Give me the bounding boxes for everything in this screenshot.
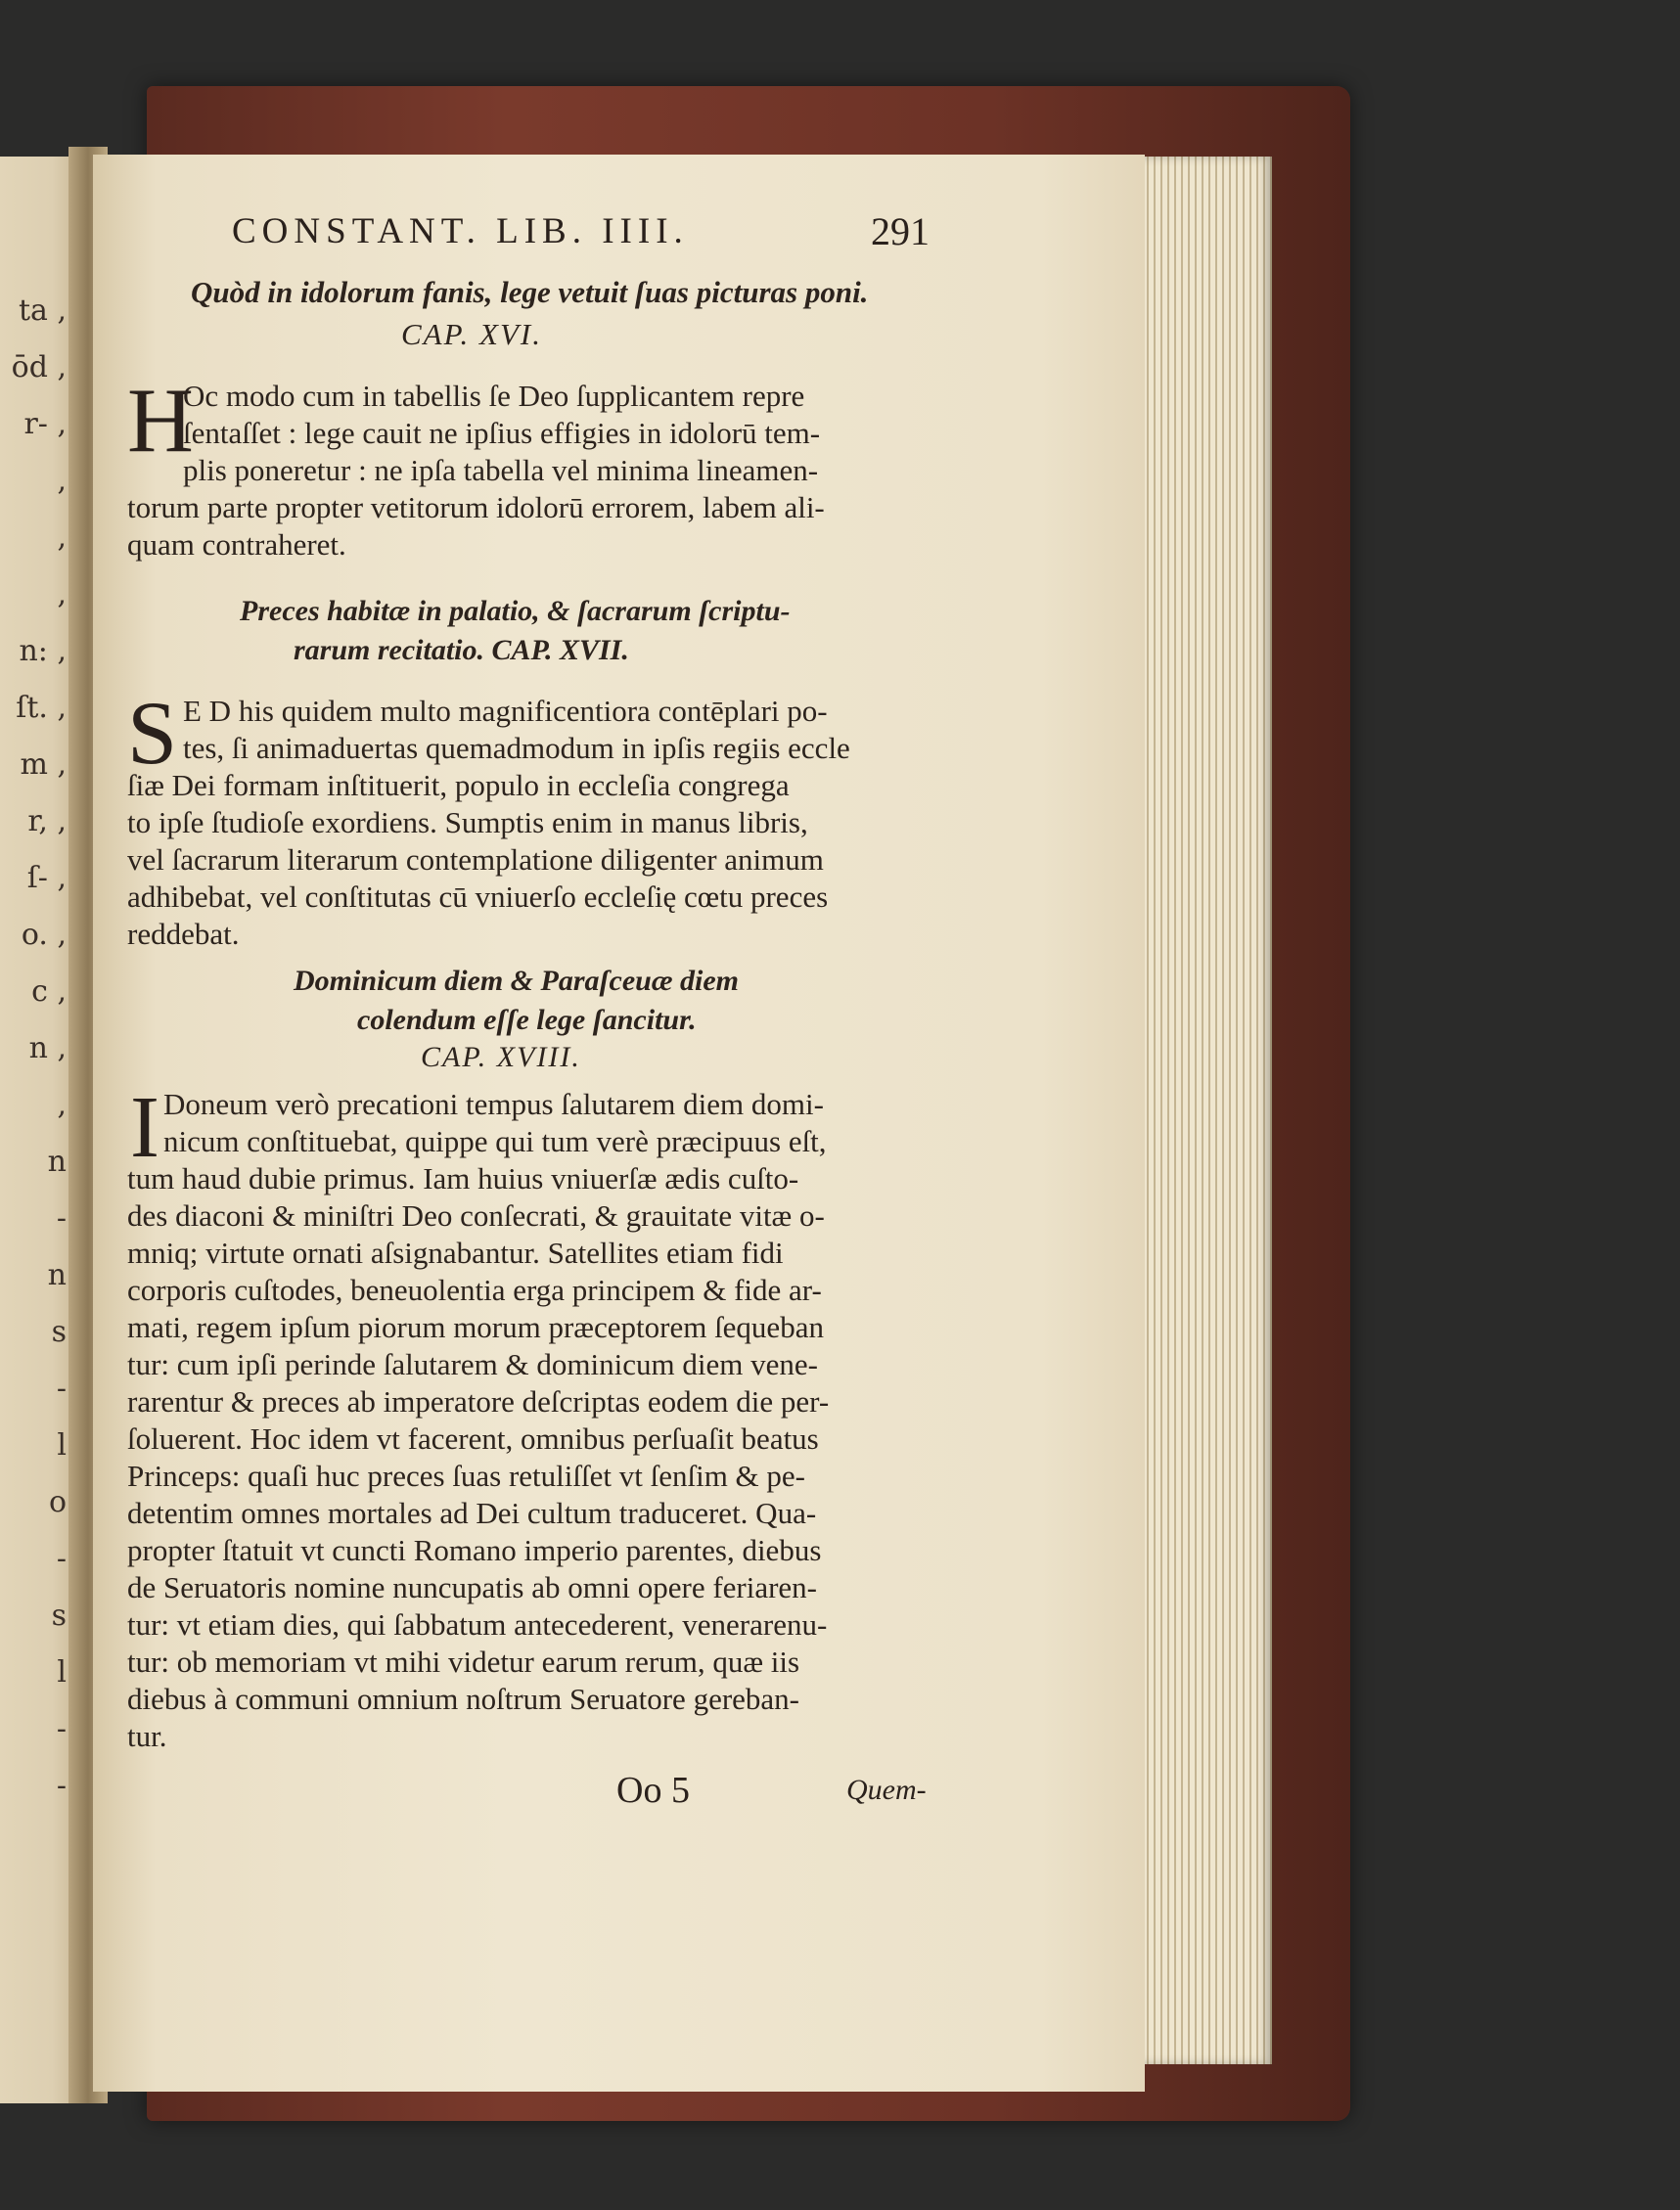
signature-mark: Oo 5 <box>616 1770 690 1811</box>
left-margin-fragment: m , <box>20 747 67 782</box>
chapter-18-title-2: colendum eſſe lege ſancitur. <box>357 1004 697 1036</box>
left-page-fragments <box>0 157 74 2103</box>
left-margin-fragment: ſ- , <box>26 861 67 895</box>
chapter-18-line: corporis cuſtodes, beneuolentia erga principem & fide ar- <box>127 1273 822 1307</box>
chapter-18-line: tur: cum ipſi perinde ſalutarem & dominicum diem vene- <box>127 1347 818 1381</box>
left-margin-fragment: l <box>57 1655 67 1690</box>
left-margin-fragment: , <box>57 520 67 555</box>
left-margin-fragment: , <box>57 464 67 498</box>
chapter-17-line: tes, ſi animaduertas quemadmodum in ipſis regiis eccle <box>183 731 850 765</box>
chapter-16-line: quam contraheret. <box>127 527 346 562</box>
left-margin-fragment: n , <box>28 1031 67 1065</box>
page-text <box>93 155 1145 2092</box>
left-margin-fragment: o <box>48 1485 67 1519</box>
left-margin-fragment: - <box>56 1542 67 1576</box>
left-margin-fragment: , <box>57 1088 67 1122</box>
chapter-18-line: mati, regem ipſum piorum morum præceptorem ſequeban <box>127 1310 824 1344</box>
chapter-17-line: E D his quidem multo magnificentiora contēplari po- <box>183 694 828 728</box>
chapter-18-line: tur. <box>127 1719 167 1753</box>
chapter-18-number: CAP. XVIII. <box>421 1041 581 1073</box>
chapter-16-line: Oc modo cum in tabellis ſe Deo ſupplicantem repre <box>183 379 805 413</box>
chapter-18-line: diebus à communi omnium noſtrum Seruatore gereban- <box>127 1682 799 1716</box>
left-margin-fragment: n: , <box>19 634 67 668</box>
chapter-18-line: Doneum verò precationi tempus ſalutarem diem domi- <box>163 1087 824 1121</box>
left-margin-fragment: r- , <box>23 407 67 441</box>
left-margin-fragment: r, , <box>27 804 67 838</box>
chapter-18-line: tum haud dubie primus. Iam huius vniuerſæ ædis cuſto- <box>127 1161 799 1195</box>
chapter-18-title-1: Dominicum diem & Paraſceuæ diem <box>294 965 739 997</box>
left-margin-fragment: s <box>51 1315 67 1349</box>
left-margin-fragment: o. , <box>21 918 67 952</box>
chapter-18-line: tur: ob memoriam vt mihi videtur earum rerum, quæ iis <box>127 1645 800 1679</box>
dropcap-h: H <box>127 370 194 472</box>
page-number: 291 <box>871 209 930 253</box>
left-margin-fragment: c , <box>31 974 67 1009</box>
chapter-18-line: tur: vt etiam dies, qui ſabbatum antecederent, venerarenu- <box>127 1607 828 1642</box>
chapter-18-line: Princeps: quaſi huc preces ſuas retuliſſet vt ſenſim & pe- <box>127 1459 806 1493</box>
left-margin-fragment: l <box>57 1428 67 1463</box>
chapter-17-line: to ipſe ſtudioſe exordiens. Sumptis enim in manus libris, <box>127 805 808 839</box>
chapter-18-line: propter ſtatuit vt cuncti Romano imperio parentes, diebus <box>127 1533 822 1567</box>
chapter-18-line: nicum conſtituebat, quippe qui tum verè præcipuus eſt, <box>163 1124 827 1158</box>
chapter-18-line: ſoluerent. Hoc idem vt facerent, omnibus perſuaſit beatus <box>127 1421 819 1456</box>
chapter-17-line: ſiæ Dei formam inſtituerit, populo in eccleſia congrega <box>127 768 790 802</box>
chapter-18-line: de Seruatoris nomine nuncupatis ab omni opere feriaren- <box>127 1570 818 1604</box>
chapter-18-line: mniq; virtute ornati aſsignabantur. Satellites etiam fidi <box>127 1236 784 1270</box>
left-margin-fragment: ta , <box>18 293 67 328</box>
left-margin-fragment: ſt. , <box>16 691 67 725</box>
left-margin-fragment: - <box>56 1201 67 1236</box>
left-margin-fragment: ōd , <box>11 350 67 384</box>
left-page-edge <box>0 157 74 2103</box>
chapter-17-line: adhibebat, vel conſtitutas cū vniuerſo eccleſię cœtu preces <box>127 879 829 914</box>
left-margin-fragment: s <box>51 1599 67 1633</box>
catchword: Quem- <box>846 1774 927 1806</box>
left-margin-fragment: , <box>57 577 67 611</box>
chapter-17-line: reddebat. <box>127 917 240 951</box>
chapter-17-title-1: Preces habitæ in palatio, & ſacrarum ſcriptu- <box>240 595 791 627</box>
left-margin-fragment: - <box>56 1712 67 1746</box>
chapter-16-title: Quòd in idolorum fanis, lege vetuit ſuas picturas poni. <box>191 275 869 309</box>
dropcap-i: I <box>130 1079 159 1176</box>
right-page <box>93 155 1145 2092</box>
running-head: CONSTANT. LIB. IIII. <box>232 211 689 251</box>
chapter-18-line: des diaconi & miniſtri Deo conſecrati, & grauitate vitæ o- <box>127 1198 825 1233</box>
left-margin-fragment: n <box>47 1258 67 1292</box>
chapter-16-line: plis poneretur : ne ipſa tabella vel minima lineamen- <box>183 453 819 487</box>
dropcap-s: S <box>127 683 178 783</box>
left-margin-fragment: n <box>47 1145 67 1179</box>
left-margin-fragment: - <box>56 1769 67 1803</box>
page-edges <box>1135 157 1272 2064</box>
chapter-16-number: CAP. XVI. <box>401 317 542 351</box>
chapter-17-line: vel ſacrarum literarum contemplatione diligenter animum <box>127 842 824 877</box>
chapter-18-line: rarentur & preces ab imperatore deſcriptas eodem die per- <box>127 1384 830 1419</box>
chapter-16-line: ſentaſſet : lege cauit ne ipſius effigies in idolorū tem- <box>183 416 821 450</box>
chapter-18-line: detentim omnes mortales ad Dei cultum traduceret. Qua- <box>127 1496 817 1530</box>
chapter-17-title-2: rarum recitatio. CAP. XVII. <box>294 634 629 666</box>
chapter-16-line: torum parte propter vetitorum idolorū errorem, labem ali- <box>127 490 825 524</box>
left-margin-fragment: - <box>56 1372 67 1406</box>
